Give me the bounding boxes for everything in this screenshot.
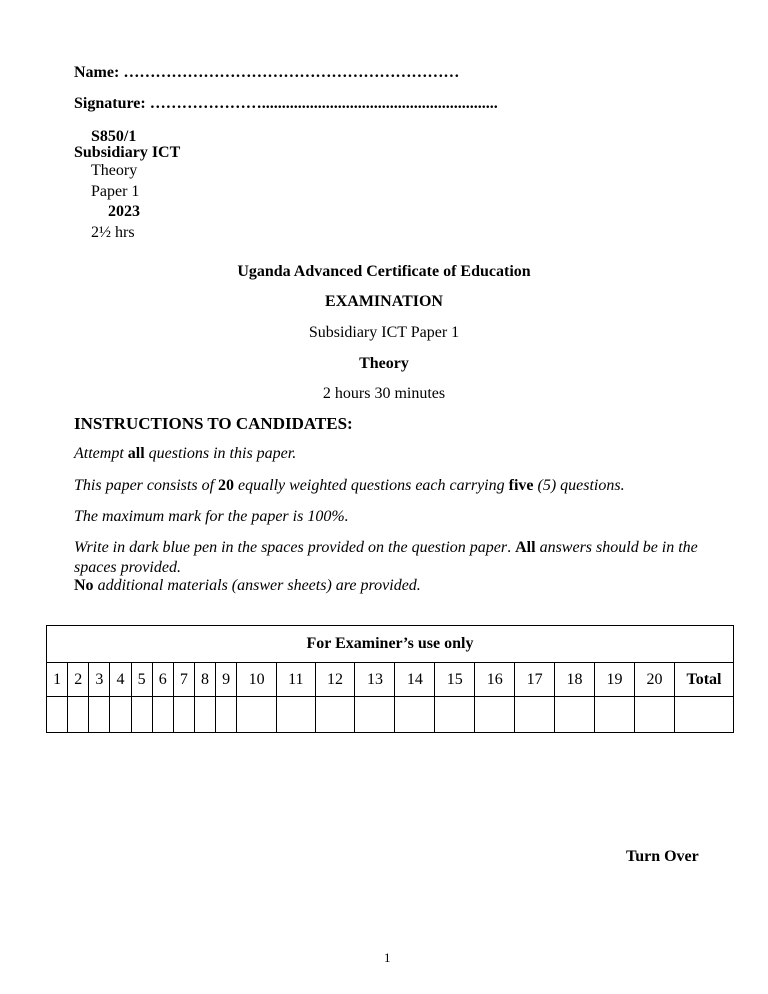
mark-cell-6 (152, 697, 173, 733)
examiner-table-title: For Examiner’s use only (47, 626, 734, 663)
name-label: Name: (74, 64, 120, 81)
instruction-1: Attempt all questions in this paper. (74, 445, 297, 462)
time-title: 2 hours 30 minutes (322, 385, 446, 402)
mark-cell-9 (216, 697, 237, 733)
mark-cell-3 (89, 697, 110, 733)
question-column-11: 11 (277, 663, 316, 697)
question-column-13: 13 (355, 663, 395, 697)
signature-dots: …………………........................................................... (149, 95, 498, 112)
mark-cell-14 (395, 697, 435, 733)
question-column-3: 3 (89, 663, 110, 697)
mark-cell-4 (110, 697, 131, 733)
question-column-19: 19 (595, 663, 635, 697)
mark-cell-15 (435, 697, 475, 733)
total-cell (675, 697, 734, 733)
paper-number: Paper 1 (91, 183, 140, 200)
type-title: Theory (359, 355, 409, 372)
examiner-table (46, 625, 734, 733)
question-column-15: 15 (435, 663, 475, 697)
question-column-1: 1 (47, 663, 68, 697)
page-number: 1 (384, 950, 391, 965)
instruction-3: The maximum mark for the paper is 100%. (74, 508, 349, 525)
instructions-heading: INSTRUCTIONS TO CANDIDATES: (74, 414, 353, 433)
name-dots: ……………………………………………………… (123, 64, 460, 81)
question-column-8: 8 (194, 663, 215, 697)
mark-cell-1 (47, 697, 68, 733)
mark-cell-13 (355, 697, 395, 733)
question-column-10: 10 (237, 663, 277, 697)
board-title: Uganda Advanced Certificate of Education (237, 263, 531, 280)
question-column-14: 14 (395, 663, 435, 697)
mark-cell-18 (555, 697, 595, 733)
mark-cell-2 (68, 697, 89, 733)
marks-row (47, 697, 734, 733)
mark-cell-16 (475, 697, 515, 733)
question-column-6: 6 (152, 663, 173, 697)
mark-cell-20 (634, 697, 674, 733)
question-column-2: 2 (68, 663, 89, 697)
total-column: Total (675, 663, 734, 697)
question-column-18: 18 (555, 663, 595, 697)
mark-cell-12 (315, 697, 355, 733)
instruction-5: No additional materials (answer sheets) are provided. (74, 577, 421, 594)
paper-type: Theory (91, 162, 138, 179)
signature-line (74, 95, 498, 113)
exam-title: EXAMINATION (325, 293, 443, 310)
mark-cell-19 (595, 697, 635, 733)
question-column-5: 5 (131, 663, 152, 697)
question-column-12: 12 (315, 663, 355, 697)
paper-year: 2023 (108, 203, 140, 220)
question-column-9: 9 (216, 663, 237, 697)
mark-cell-7 (173, 697, 194, 733)
mark-cell-5 (131, 697, 152, 733)
mark-cell-8 (194, 697, 215, 733)
question-column-7: 7 (173, 663, 194, 697)
question-number-row (47, 663, 734, 697)
instruction-2: This paper consists of 20 equally weighted questions each carrying five (5) questions. (74, 477, 625, 494)
mark-cell-17 (515, 697, 555, 733)
name-line (74, 64, 459, 82)
paper-code: S850/1 (91, 128, 137, 145)
question-column-16: 16 (475, 663, 515, 697)
paper-title: Subsidiary ICT Paper 1 (308, 324, 460, 341)
question-column-17: 17 (515, 663, 555, 697)
instruction-4: Write in dark blue pen in the spaces provided on the question paper. All answers should be in the spaces provided. (74, 539, 698, 576)
mark-cell-11 (277, 697, 316, 733)
question-column-20: 20 (634, 663, 674, 697)
signature-label: Signature: (74, 95, 146, 112)
turn-over: Turn Over (626, 848, 699, 865)
question-column-4: 4 (110, 663, 131, 697)
mark-cell-10 (237, 697, 277, 733)
paper-duration: 2½ hrs (91, 224, 135, 241)
paper-subject: Subsidiary ICT (74, 144, 181, 161)
